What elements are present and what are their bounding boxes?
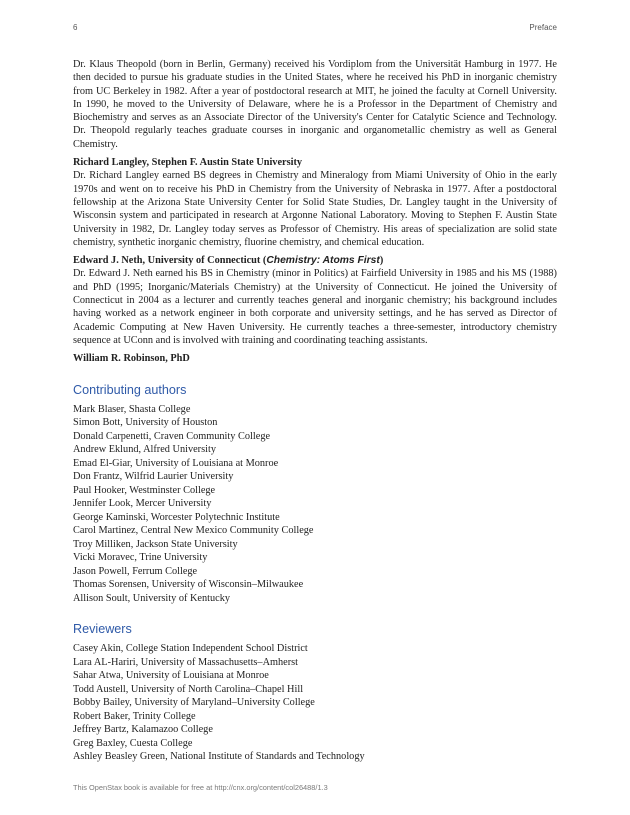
list-item: Paul Hooker, Westminster College xyxy=(73,484,216,496)
author-name-neth-prefix: Edward J. Neth, University of Connecticut ( xyxy=(73,255,267,267)
list-item: Simon Bott, University of Houston xyxy=(73,417,218,429)
list-item: Jeffrey Bartz, Kalamazoo College xyxy=(73,724,213,736)
bio-langley: Dr. Richard Langley earned BS degrees in Chemistry and Mineralogy from Miami University of Ohio in the early 1970s and went on to receive his PhD in Chemistry from the University of Nebraska in 1977. After a postdoctoral fellowship at the Arizona State University Center for Solid State Studies, Dr. Langley taught in the University of Wisconsin system and participated in research at Argonne National Laboratory. Moving to Stephen F. Austin State University in 1982, Dr. Langley today serves as Professor of Chemistry. His areas of specialization are solid state chemistry, synthetic inorganic chemistry, fluorine chemistry, and chemical education. xyxy=(73,170,557,248)
list-item: Andrew Eklund, Alfred University xyxy=(73,444,216,456)
list-item: George Kaminski, Worcester Polytechnic Institute xyxy=(73,511,280,523)
reviewers-list xyxy=(73,642,557,764)
page-number: 6 xyxy=(73,23,78,32)
list-item: Robert Baker, Trinity College xyxy=(73,710,196,722)
list-item: Jason Powell, Ferrum College xyxy=(73,565,198,577)
list-item: Carol Martinez, Central New Mexico Community College xyxy=(73,525,314,537)
list-item: Emad El-Giar, University of Louisiana at Monroe xyxy=(73,457,279,469)
author-name-langley: Richard Langley, Stephen F. Austin State University xyxy=(73,157,303,169)
list-item: Bobby Bailey, University of Maryland–University College xyxy=(73,697,315,709)
list-item: Todd Austell, University of North Carolina–Chapel Hill xyxy=(73,683,304,695)
contributing-authors-heading: Contributing authors xyxy=(73,382,187,397)
contributing-authors-list xyxy=(73,403,557,606)
reviewers-heading: Reviewers xyxy=(73,622,132,637)
list-item: Sahar Atwa, University of Louisiana at Monroe xyxy=(73,670,269,682)
list-item: Thomas Sorensen, University of Wisconsin–Milwaukee xyxy=(73,579,304,591)
list-item: Troy Milliken, Jackson State University xyxy=(73,538,238,550)
list-item: Ashley Beasley Green, National Institute of Standards and Technology xyxy=(73,751,365,763)
list-item: Vicki Moravec, Trine University xyxy=(73,552,208,564)
page-content xyxy=(73,58,557,764)
running-header: Preface xyxy=(529,23,557,32)
author-name-neth-suffix: ) xyxy=(379,255,384,267)
list-item: Mark Blaser, Shasta College xyxy=(73,403,191,415)
footer-note: This OpenStax book is available for free at http://cnx.org/content/col26488/1.3 xyxy=(73,783,328,792)
list-item: Lara AL-Hariri, University of Massachusetts–Amherst xyxy=(73,656,299,668)
list-item: Greg Baxley, Cuesta College xyxy=(73,737,193,749)
book-title: Chemistry: Atoms First xyxy=(266,255,380,267)
bio-theopold: Dr. Klaus Theopold (born in Berlin, Germany) received his Vordiplom from the Universität Hamburg in 1977. He then decided to pursue his graduate studies in the United States, where he received his PhD in inorganic chemistry from UC Berkeley in 1982. After a year of postdoctoral research at MIT, he joined the faculty at Cornell University. In 1990, he moved to the University of Delaware, where he is a Professor in the Department of Chemistry and Biochemistry and serves as an Associate Director of the University's Center for Catalytic Science and Technology. Dr. Theopold regularly teaches graduate courses in inorganic and organometallic chemistry as well as General Chemistry. xyxy=(73,59,557,150)
author-name-robinson: William R. Robinson, PhD xyxy=(73,353,190,365)
list-item: Casey Akin, College Station Independent School District xyxy=(73,643,308,655)
list-item: Allison Soult, University of Kentucky xyxy=(73,592,231,604)
bio-neth: Dr. Edward J. Neth earned his BS in Chemistry (minor in Politics) at Fairfield University in 1985 and his MS (1988) and PhD (1995; Inorganic/Materials Chemistry) at the University of Connecticut. He joined the University of Connecticut in 2004 as a lecturer and currently teaches general and inorganic chemistry; his background includes having worked as a network engineer in both corporate and university settings, and he has served as Director of Academic Computing at New Haven University. He currently teaches a three-semester, introductory chemistry sequence at UConn and is involved with training and coordinating teaching assistants. xyxy=(73,268,557,346)
list-item: Don Frantz, Wilfrid Laurier University xyxy=(73,471,234,483)
list-item: Jennifer Look, Mercer University xyxy=(73,498,212,510)
list-item: Donald Carpenetti, Craven Community College xyxy=(73,430,271,442)
author-name-neth xyxy=(73,254,557,267)
